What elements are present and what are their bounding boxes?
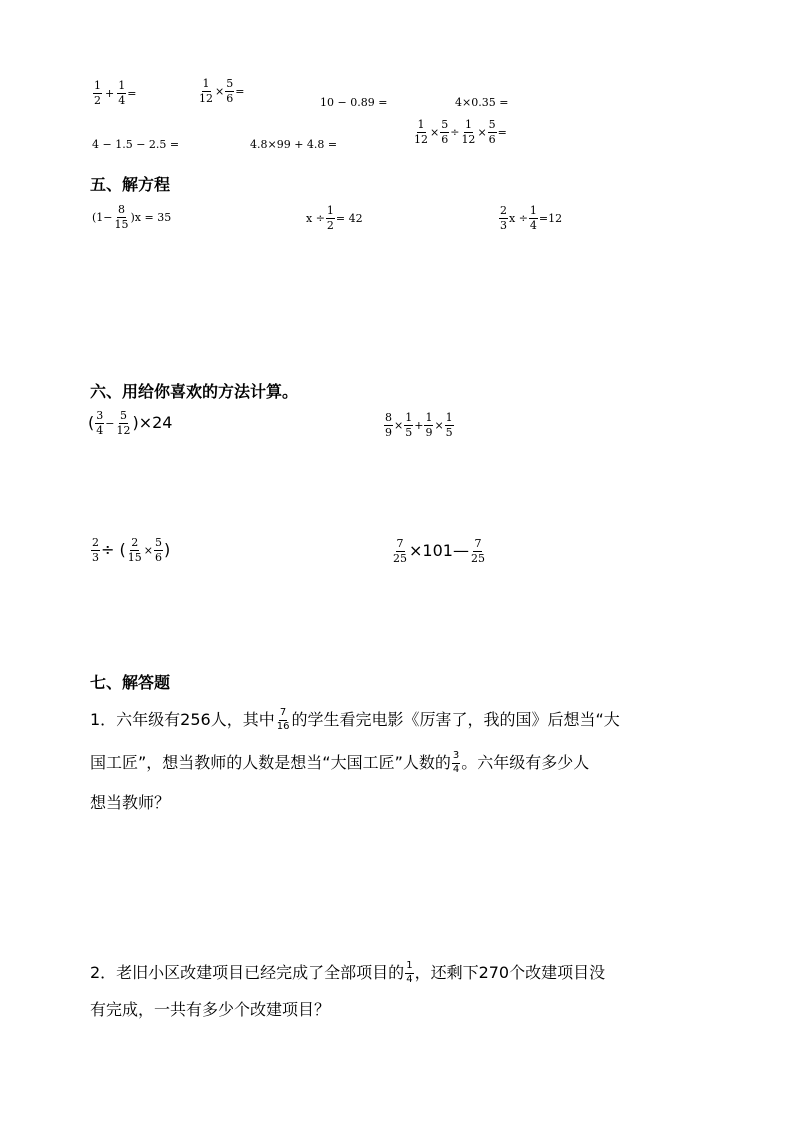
section7-title: 七、解答题 [90, 673, 171, 692]
calc-4: $\frac{7}{25}$ ×101— $\frac{7}{25}$ [393, 537, 485, 565]
section5-title: 五、解方程 [90, 175, 171, 194]
question-2-line-2: 有完成，一共有多少个改建项目？ [90, 1000, 331, 1019]
calc-2: $\frac{8}{9}$ × $\frac{1}{5}$ + $\frac{1}{9}$ × $\frac{1}{5}$ [385, 411, 453, 439]
expr-row1-2: $\frac{1}{12}$ × $\frac{5}{6}$ = [199, 77, 245, 105]
expr-row2-3: $\frac{1}{12}$ × $\frac{5}{6}$ ÷ $\frac{1}{12}$ × $\frac{5}{6}$ = [414, 118, 507, 146]
expr-row2-1: 4 − 1.5 − 2.5 = [92, 138, 180, 151]
equation-2: x ÷ $\frac{1}{2}$ = 42 [306, 204, 363, 232]
calc-1: ( $\frac{3}{4}$ − $\frac{5}{12}$ ) ×24 [88, 409, 173, 437]
question-1-line-2: 国工匠”，想当教师的人数是想当“大国工匠”人数的 $\frac{3}{4}$ 。六年级有多少人 [90, 750, 590, 775]
expr-row1-3: 10 − 0.89 = [320, 96, 388, 109]
question-1-line-3: 想当教师？ [90, 793, 171, 812]
calc-3: $\frac{2}{3}$ ÷ ( $\frac{2}{15}$ × $\frac{5}{6}$ ) [92, 536, 171, 564]
equation-3: $\frac{2}{3}$ x ÷ $\frac{1}{4}$ =12 [500, 204, 563, 232]
section6-title: 六、用给你喜欢的方法计算。 [90, 382, 299, 401]
expr-row1-4: 4×0.35 = [455, 96, 509, 109]
question-2-line-1: 2．老旧小区改建项目已经完成了全部项目的 $\frac{1}{4}$ ，还剩下270个改建项目没 [90, 960, 606, 985]
expr-row2-2: 4.8×99 + 4.8 = [250, 138, 338, 151]
equation-1: (1− $\frac{8}{15}$ )x = 35 [92, 203, 172, 231]
expr-row1-1: $\frac{1}{2}$ + $\frac{1}{4}$ = [94, 79, 137, 107]
question-1-line-1: 1．六年级有256人，其中 $\frac{7}{16}$ 的学生看完电影《厉害了，我的国》后想当“大 [90, 707, 620, 732]
